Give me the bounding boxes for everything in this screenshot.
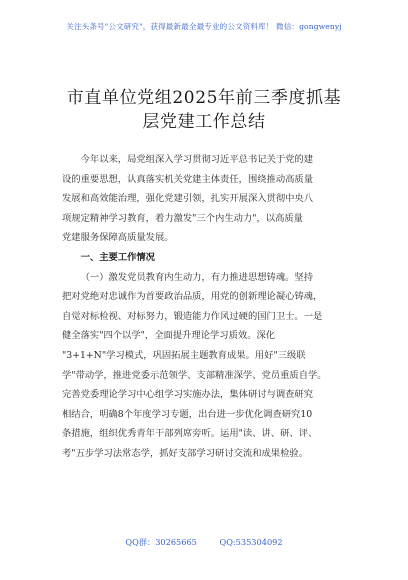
- document-body: [62, 150, 354, 464]
- text-line: 把对党绝对忠诚作为首要政治品质，用党的创新理论凝心铸魂，: [62, 291, 323, 303]
- qq-link[interactable]: QQ:535304092: [219, 537, 283, 547]
- text-line: 发展和高效能治理，强化党建引领，扎实开展深入贯彻中央八: [62, 193, 314, 205]
- text-line: 自觉对标检视、对标努力，锻造能力作风过硬的国门卫士。一是: [62, 310, 323, 322]
- text-line: 条措施，组织优秀青年干部列席旁听。运用"读、讲、研、评、: [62, 428, 318, 440]
- text-line: （一）激发党员教育内生动力，有力推进思想铸魂。坚持: [80, 271, 314, 283]
- text-line: "3+1+N"学习模式，巩固拓展主题教育成果。用好"三级联: [62, 349, 306, 361]
- text-line: 项规定精神学习教育，着力激发"三个内生动力"，以高质量: [62, 212, 303, 224]
- title-line-2: 层党建工作总结: [142, 112, 266, 132]
- text-line: 健全落实"四个以学"，全面提升理论学习质效。深化: [62, 330, 276, 342]
- text-line: 设的重要思想，认真落实机关党建主体责任，围绕推动高质量: [62, 173, 314, 185]
- section-heading: 一、主要工作情况: [80, 251, 155, 263]
- intro-paragraph: [62, 150, 354, 248]
- section-paragraph: [62, 268, 354, 464]
- text-line: 考"五步学习法常态学，抓好支部学习研讨交流和成果检验。: [62, 447, 308, 459]
- footer: [0, 537, 408, 548]
- text-line: 今年以来，局党组深入学习贯彻习近平总书记关于党的建: [80, 154, 314, 165]
- text-line: 完善党委理论学习中心组学习实施办法，集体研讨与调查研究: [62, 389, 314, 401]
- header-banner: 关注头条号"公文研究"，获得最新最全最专业的公文资料库！ 微信：gongwenyj: [66, 22, 342, 31]
- qq-group-link[interactable]: QQ群：30265665: [125, 537, 197, 547]
- title-line-1: 市直单位党组2025年前三季度抓基: [66, 88, 342, 108]
- text-line: 学"带动学，推进党委示范领学、支部精准深学、党员重质自学。: [62, 369, 327, 381]
- text-line: 相结合，明确8个年度学习专题，出台进一步优化调查研究10: [62, 408, 313, 420]
- document-title: [0, 86, 408, 134]
- text-line: 党建服务保障高质量发展。: [62, 232, 174, 244]
